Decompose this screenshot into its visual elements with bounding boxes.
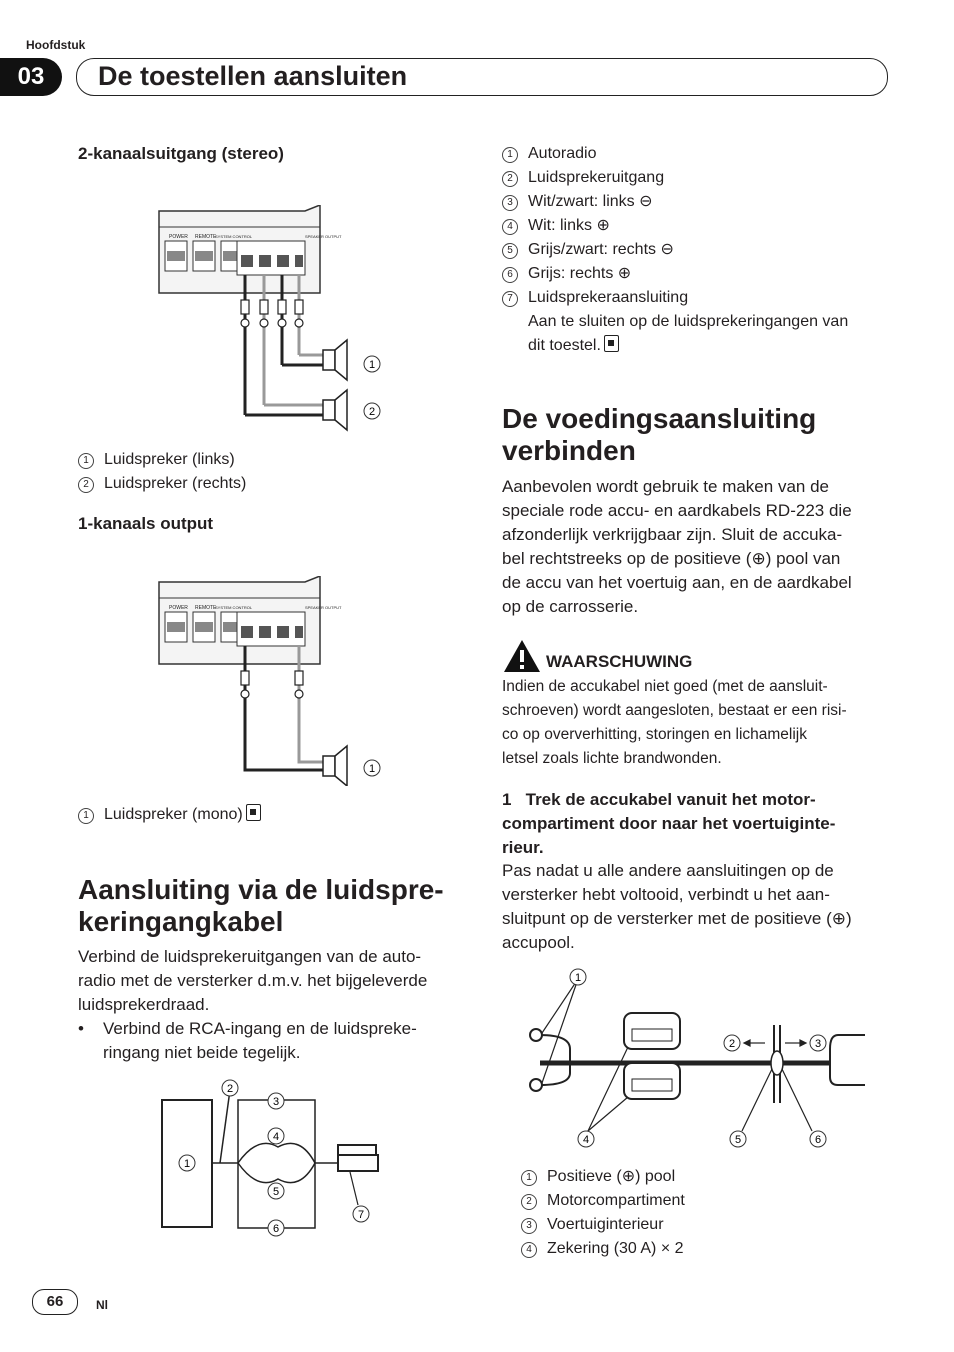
fuse-holder-icon <box>624 1013 680 1049</box>
input-callout-7: 7 <box>357 1209 365 1221</box>
stereo-wiring-diagram <box>155 205 395 440</box>
mono-legend-item: 1 Luidspreker (mono) <box>78 803 261 827</box>
input-legend-item: 6 Grijs: rechts ⊕ <box>502 262 848 286</box>
fuse-callout-5: 5 <box>734 1134 742 1146</box>
battery-terminal-icon <box>530 1029 542 1041</box>
wire-terminals <box>241 300 303 327</box>
input-legend-item: 1 Autoradio <box>502 142 848 166</box>
power-section-title-1: De voedingsaansluiting <box>502 403 817 434</box>
fuse-legend-item: 3 Voertuiginterieur <box>521 1213 685 1237</box>
amp-label-system: SYSTEM CONTROL <box>215 605 253 610</box>
step-1-heading: 1 Trek de accukabel vanuit het motor- compartiment door naar het voertuiginte- rieur. <box>502 790 836 857</box>
amplifier-panel <box>159 576 342 664</box>
speaker-wires <box>245 275 325 415</box>
speaker-section-title-1: Aansluiting via de luidspre- <box>78 874 444 905</box>
input-callout-6: 6 <box>272 1223 280 1235</box>
input-legend-item: 3 Wit/zwart: links ⊖ <box>502 190 848 214</box>
speaker-input-diagram <box>160 1075 400 1245</box>
chapter-label: Hoofdstuk <box>26 38 86 52</box>
amp-label-system: SYSTEM CONTROL <box>215 234 253 239</box>
speaker-section-para: Verbind de luidsprekeruitgangen van de auto- radio met de versterker d.m.v. het bijgeleverde luidsprekerdraad. <box>78 947 428 1014</box>
fuse-callout-3: 3 <box>814 1038 822 1050</box>
input-callout-1: 1 <box>183 1158 191 1170</box>
fuse-legend-item: 4 Zekering (30 A) × 2 <box>521 1237 685 1261</box>
fuse-legend <box>521 1165 685 1261</box>
chapter-title: De toestellen aansluiten <box>98 61 408 91</box>
input-callout-4: 4 <box>272 1131 280 1143</box>
input-callout-3: 3 <box>272 1096 280 1108</box>
fuse-holder-icon <box>624 1063 680 1099</box>
mono-heading: 1-kanaals output <box>78 514 214 533</box>
power-section-title-2: verbinden <box>502 435 636 466</box>
speaker-left-icon <box>323 340 347 380</box>
amp-label-speaker: SPEAKER OUTPUT <box>305 234 342 239</box>
input-legend-note: Aan te sluiten op de luidsprekeringangen van <box>528 313 849 330</box>
fuse-legend-item: 1 Positieve (⊕) pool <box>521 1165 685 1189</box>
language-code: Nl <box>96 1298 108 1312</box>
mono-callout-1: 1 <box>368 763 376 775</box>
stereo-legend-item: 2 Luidspreker (rechts) <box>78 472 246 496</box>
fuse-callout-1: 1 <box>574 972 582 984</box>
input-legend-item: 4 Wit: links ⊕ <box>502 214 848 238</box>
fuse-callout-2: 2 <box>728 1038 736 1050</box>
warning-title: WAARSCHUWING <box>546 652 693 671</box>
speaker-right-icon <box>323 390 347 430</box>
amp-label-power: POWER <box>169 605 188 611</box>
fuse-callout-4: 4 <box>582 1134 590 1146</box>
battery-fuse-diagram <box>520 963 865 1153</box>
end-mark-icon <box>246 804 261 821</box>
input-legend-note-2: dit toestel. <box>502 334 848 358</box>
stereo-heading: 2-kanaalsuitgang (stereo) <box>78 144 284 163</box>
battery-terminal-icon <box>530 1079 542 1091</box>
end-mark-icon <box>604 335 619 352</box>
warning-icon <box>502 638 542 674</box>
input-legend <box>502 142 848 358</box>
wire-terminals <box>241 671 303 698</box>
amp-label-speaker: SPEAKER OUTPUT <box>305 605 342 610</box>
grommet-icon <box>771 1051 783 1075</box>
speaker-mono-icon <box>323 746 347 786</box>
fuse-callout-6: 6 <box>814 1134 822 1146</box>
amp-label-remote: REMOTE <box>195 234 217 240</box>
mono-wiring-diagram <box>155 576 395 786</box>
input-callout-2: 2 <box>226 1083 234 1095</box>
step-1-body: Pas nadat u alle andere aansluitingen op de versterker hebt voltooid, verbindt u het aan- sluitpunt op de versterker met de positieve (⊕) accupool. <box>502 861 852 952</box>
amp-label-power: POWER <box>169 234 188 240</box>
stereo-legend-item: 1 Luidspreker (links) <box>78 448 235 472</box>
stereo-callout-2: 2 <box>368 406 376 418</box>
input-legend-item: 5 Grijs/zwart: rechts ⊖ <box>502 238 848 262</box>
input-legend-item: 2 Luidsprekeruitgang <box>502 166 848 190</box>
input-callout-5: 5 <box>272 1186 280 1198</box>
chapter-number-badge: 03 <box>0 58 62 96</box>
warning-body: Indien de accukabel niet goed (met de aansluit- schroeven) wordt aangesloten, bestaat er een risi- co op oververhitting, storingen en lichamelijk letsel zoals lichte brandwonden. <box>502 678 847 767</box>
bullet-marker: • <box>78 1019 84 1038</box>
amp-label-remote: REMOTE <box>195 605 217 611</box>
speaker-section-title-2: keringangkabel <box>78 906 284 937</box>
bullet-text: Verbind de RCA-ingang en de luidspreke- ringang niet beide tegelijk. <box>103 1019 417 1062</box>
input-legend-item: 7 Luidsprekeraansluiting <box>502 286 848 310</box>
page-number: 66 <box>32 1289 78 1315</box>
stereo-callout-1: 1 <box>368 359 376 371</box>
power-section-para: Aanbevolen wordt gebruik te maken van de speciale rode accu- en aardkabels RD-223 die afzonderlijk verkrijgbaar zijn. Sluit de accuka- bel rechtstreeks op de positieve (⊕) pool van de accu van het voertuig aan, en de aardkabel op de carrosserie. <box>502 477 852 616</box>
fuse-legend-item: 2 Motorcompartiment <box>521 1189 685 1213</box>
amplifier-panel <box>159 205 342 293</box>
